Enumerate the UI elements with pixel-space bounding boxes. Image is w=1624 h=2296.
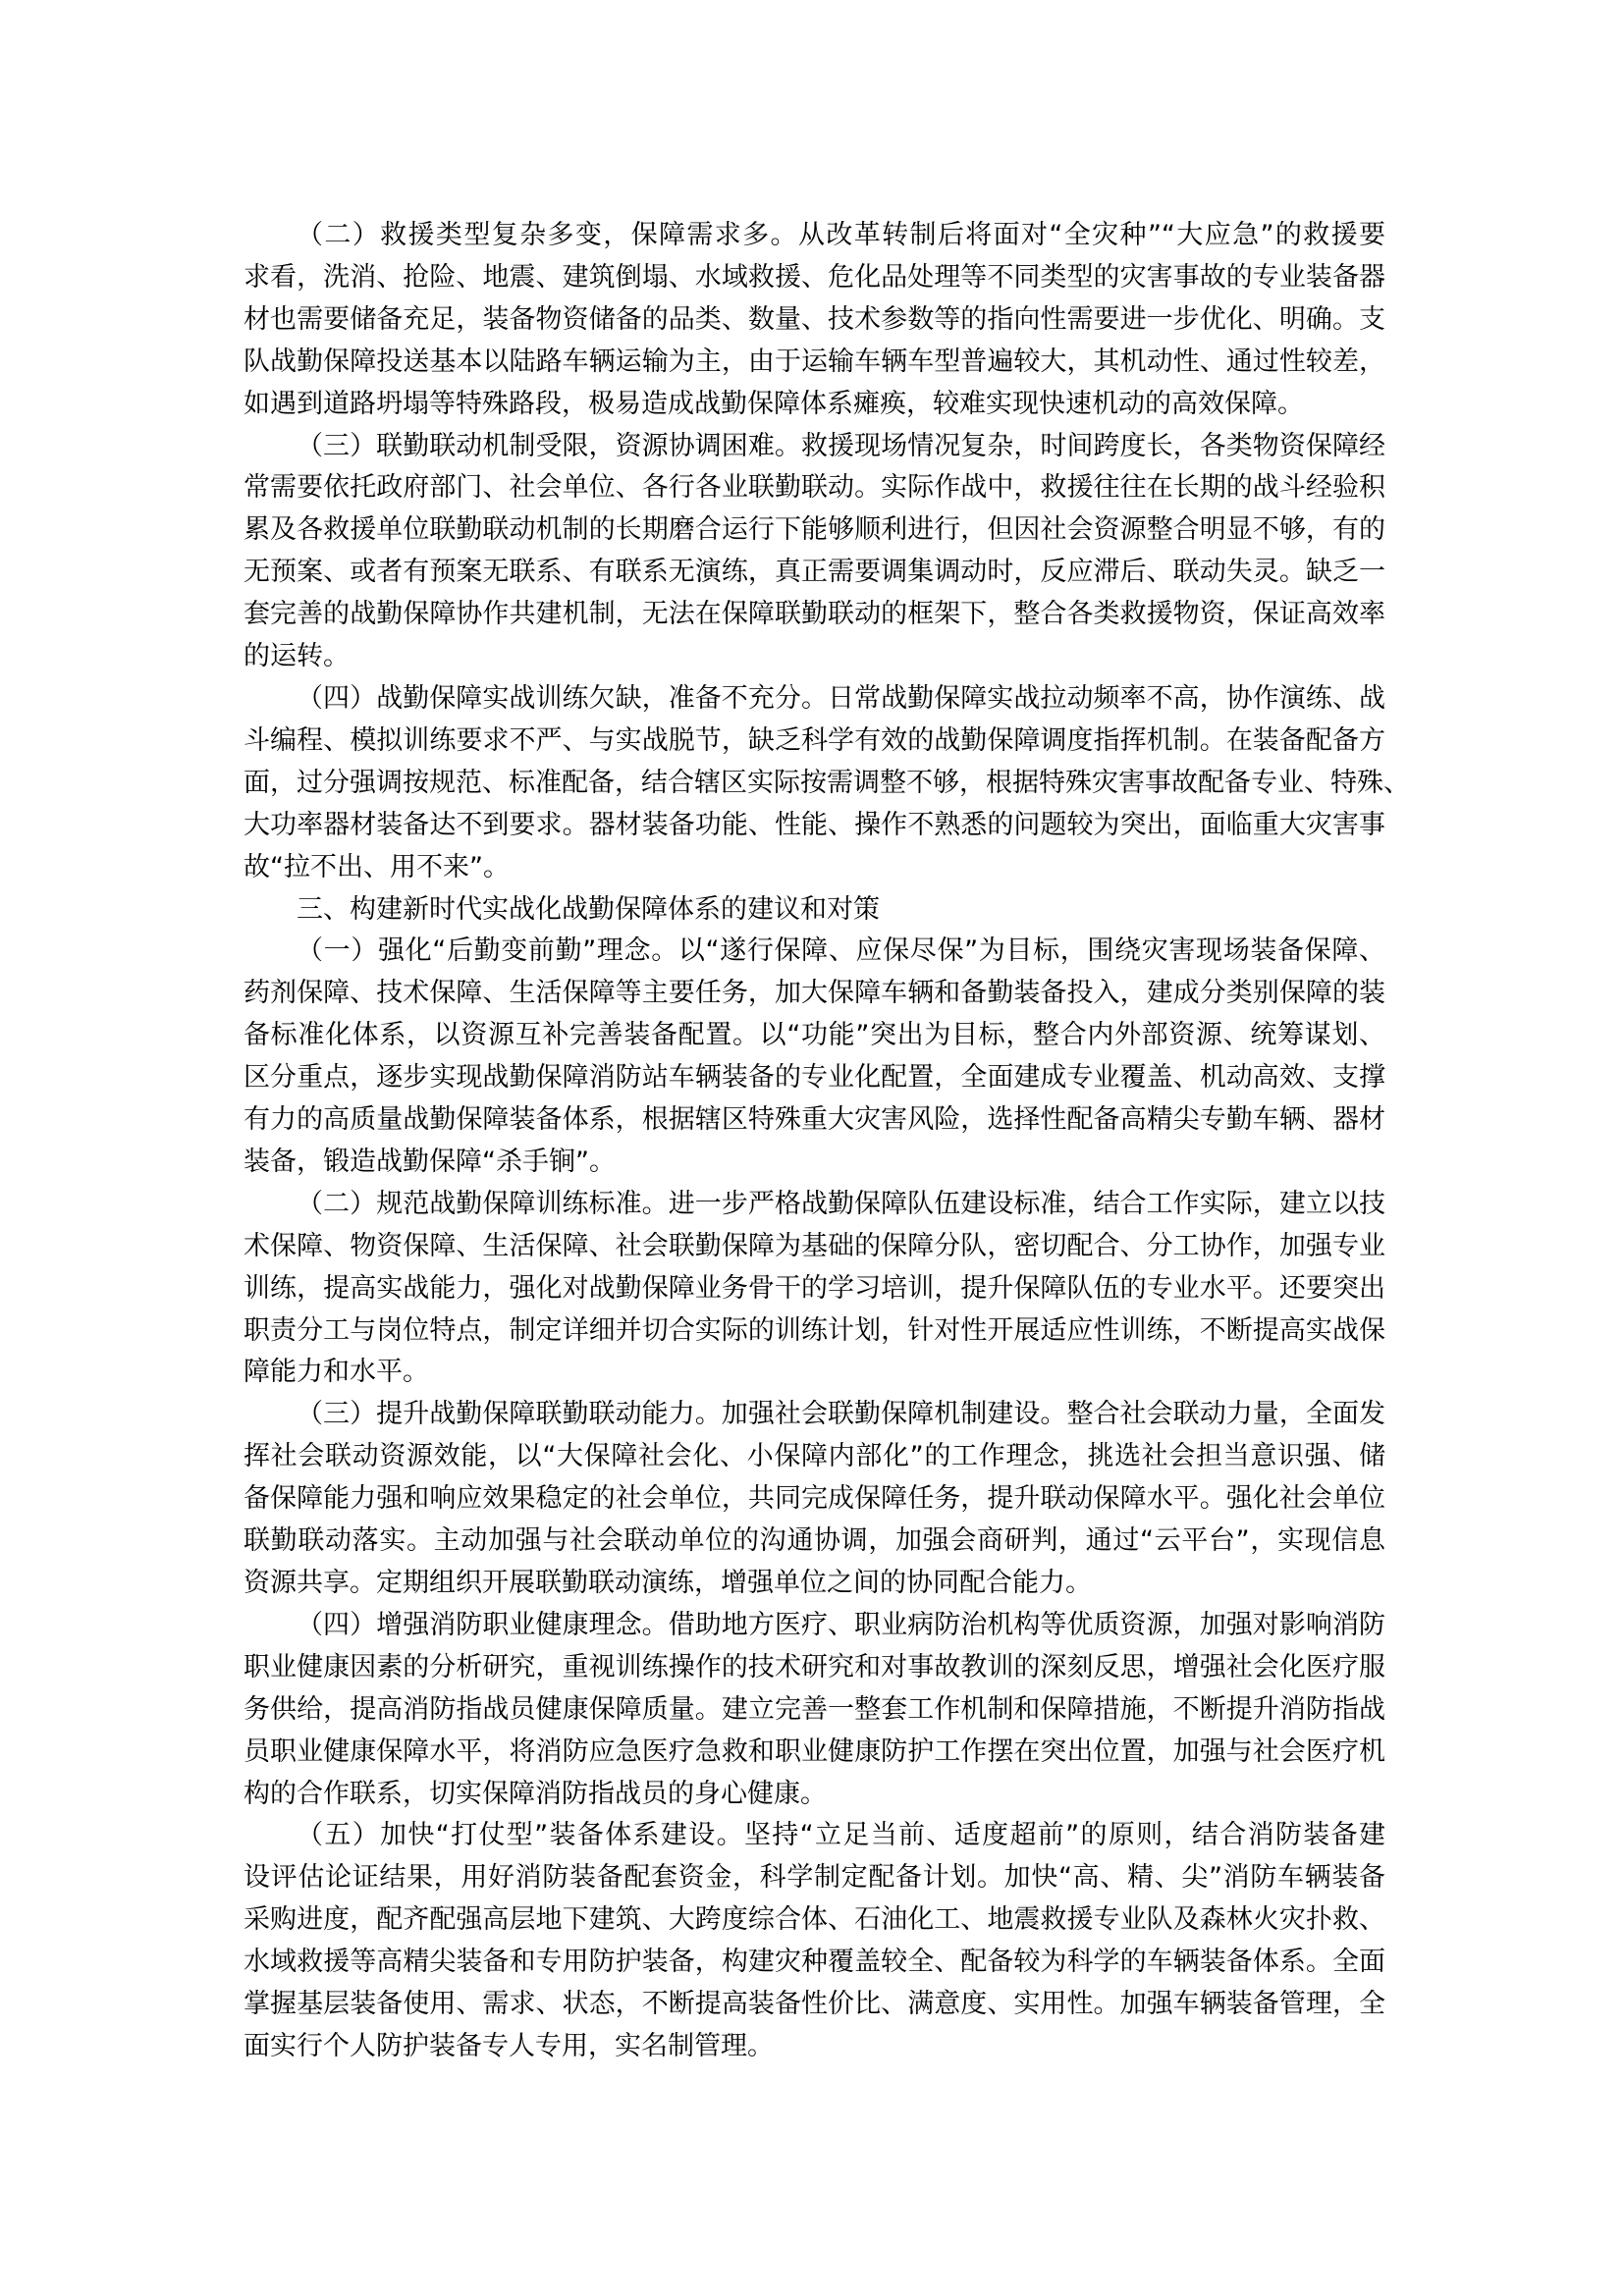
paragraph	[244, 426, 1385, 678]
text-line: 员职业健康保障水平，将消防应急医疗急救和职业健康防护工作摆在突出位置，加强与社会医疗机	[244, 1735, 1385, 1767]
text-line: 职责分工与岗位特点，制定详细并切合实际的训练计划，针对性开展适应性训练，不断提高实战保	[244, 1314, 1385, 1346]
document-body	[244, 215, 1410, 2068]
text-line: 挥社会联动资源效能，以“大保障社会化、小保障内部化”的工作理念，挑选社会担当意识强、储	[244, 1441, 1385, 1472]
text-line: 套完善的战勤保障协作共建机制，无法在保障联勤联动的框架下，整合各类救援物资，保证高效率	[244, 599, 1385, 630]
text-line: （二）规范战勤保障训练标准。进一步严格战勤保障队伍建设标准，结合工作实际，建立以技	[297, 1188, 1385, 1219]
text-line: 如遇到道路坍塌等特殊路段，极易造成战勤保障体系瘫痪，较难实现快速机动的高效保障。	[244, 388, 1304, 419]
text-line: 设评估论证结果，用好消防装备配套资金，科学制定配备计划。加快“高、精、尖”消防车辆装备	[244, 1862, 1385, 1894]
text-line: 故“拉不出、用不来”。	[244, 851, 510, 882]
text-line: 累及各救援单位联勤联动机制的长期磨合运行下能够顺利进行，但因社会资源整合明显不够，有的	[244, 514, 1385, 546]
paragraph	[244, 1605, 1385, 1816]
text-line: 大功率器材装备达不到要求。器材装备功能、性能、操作不熟悉的问题较为突出，面临重大灾害事	[244, 809, 1385, 840]
text-line: 有力的高质量战勤保障装备体系，根据辖区特殊重大灾害风险，选择性配备高精尖专勤车辆、器材	[244, 1104, 1385, 1136]
text-line: 资源共享。定期组织开展联勤联动演练，增强单位之间的协同配合能力。	[244, 1568, 1092, 1598]
text-line: 装备，锻造战勤保障“杀手锏”。	[244, 1146, 616, 1177]
text-line: （二）救援类型复杂多变，保障需求多。从改革转制后将面对“全灾种”“大应急”的救援要	[297, 220, 1385, 250]
text-line: （四）增强消防职业健康理念。借助地方医疗、职业病防治机构等优质资源，加强对影响消防	[297, 1609, 1385, 1640]
text-line: 常需要依托政府部门、社会单位、各行各业联勤联动。实际作战中，救援往往在长期的战斗经验积	[244, 472, 1385, 504]
text-line: 面，过分强调按规范、标准配备，结合辖区实际按需调整不够，根据特殊灾害事故配备专业、特殊、	[244, 767, 1410, 798]
paragraph	[244, 1815, 1385, 2067]
paragraph	[244, 678, 1410, 889]
section-heading	[244, 889, 1385, 932]
text-line: 无预案、或者有预案无联系、有联系无演练，真正需要调集调动时，反应滞后、联动失灵。缺乏一	[244, 557, 1385, 588]
paragraph	[244, 931, 1385, 1183]
text-line: 务供给，提高消防指战员健康保障质量。建立完善一整套工作机制和保障措施，不断提升消防指战	[244, 1693, 1385, 1725]
text-line: 训练，提高实战能力，强化对战勤保障业务骨干的学习培训，提升保障队伍的专业水平。还要突出	[244, 1272, 1385, 1304]
text-line: 队战勤保障投送基本以陆路车辆运输为主，由于运输车辆车型普遍较大，其机动性、通过性较差，	[244, 346, 1385, 377]
heading-line: 三、构建新时代实战化战勤保障体系的建议和对策	[297, 893, 880, 925]
text-line: （三）提升战勤保障联勤联动能力。加强社会联勤保障机制建设。整合社会联动力量，全面发	[297, 1399, 1385, 1430]
text-line: （三）联勤联动机制受限，资源协调困难。救援现场情况复杂，时间跨度长，各类物资保障经	[297, 430, 1385, 461]
text-line: 的运转。	[244, 641, 350, 672]
text-line: 备保障能力强和响应效果稳定的社会单位，共同完成保障任务，提升联动保障水平。强化社会单位	[244, 1483, 1385, 1515]
text-line: 障能力和水平。	[244, 1357, 429, 1388]
text-line: 联勤联动落实。主动加强与社会联动单位的沟通协调，加强会商研判，通过“云平台”，实现信息	[244, 1525, 1385, 1557]
text-line: 职业健康因素的分析研究，重视训练操作的技术研究和对事故教训的深刻反思，增强社会化医疗服	[244, 1651, 1385, 1682]
text-line: 区分重点，逐步实现战勤保障消防站车辆装备的专业化配置，全面建成专业覆盖、机动高效、支撑	[244, 1062, 1385, 1094]
paragraph	[244, 1184, 1385, 1395]
text-line: 术保障、物资保障、生活保障、社会联勤保障为基础的保障分队，密切配合、分工协作，加强专业	[244, 1230, 1385, 1261]
text-line: （五）加快“打仗型”装备体系建设。坚持“立足当前、适度超前”的原则，结合消防装备建	[297, 1820, 1385, 1851]
paragraph	[244, 215, 1385, 426]
text-line: 掌握基层装备使用、需求、状态，不断提高装备性价比、满意度、实用性。加强车辆装备管理，全	[244, 1989, 1385, 2020]
text-line: 采购进度，配齐配强高层地下建筑、大跨度综合体、石油化工、地震救援专业队及森林火灾扑救、	[244, 1904, 1385, 1936]
text-line: 面实行个人防护装备专人专用，实名制管理。	[244, 2030, 774, 2061]
text-line: 求看，洗消、抢险、地震、建筑倒塌、水域救援、危化品处理等不同类型的灾害事故的专业装备器	[244, 261, 1385, 293]
text-line: 构的合作联系，切实保障消防指战员的身心健康。	[244, 1778, 827, 1809]
text-line: 备标准化体系，以资源互补完善装备配置。以“功能”突出为目标，整合内外部资源、统筹谋划、	[244, 1020, 1385, 1051]
text-line: （四）战勤保障实战训练欠缺，准备不充分。日常战勤保障实战拉动频率不高，协作演练、战	[297, 682, 1385, 714]
text-line: （一）强化“后勤变前勤”理念。以“遂行保障、应保尽保”为目标，围绕灾害现场装备保障、	[297, 935, 1385, 967]
text-line: 水域救援等高精尖装备和专用防护装备，构建灾种覆盖较全、配备较为科学的车辆装备体系。全面	[244, 1947, 1385, 1978]
text-line: 药剂保障、技术保障、生活保障等主要任务，加大保障车辆和备勤装备投入，建成分类别保障的装	[244, 978, 1385, 1009]
text-line: 材也需要储备充足，装备物资储备的品类、数量、技术参数等的指向性需要进一步优化、明确。支	[244, 303, 1385, 335]
paragraph	[244, 1394, 1385, 1605]
text-line: 斗编程、模拟训练要求不严、与实战脱节，缺乏科学有效的战勤保障调度指挥机制。在装备配备方	[244, 724, 1385, 756]
